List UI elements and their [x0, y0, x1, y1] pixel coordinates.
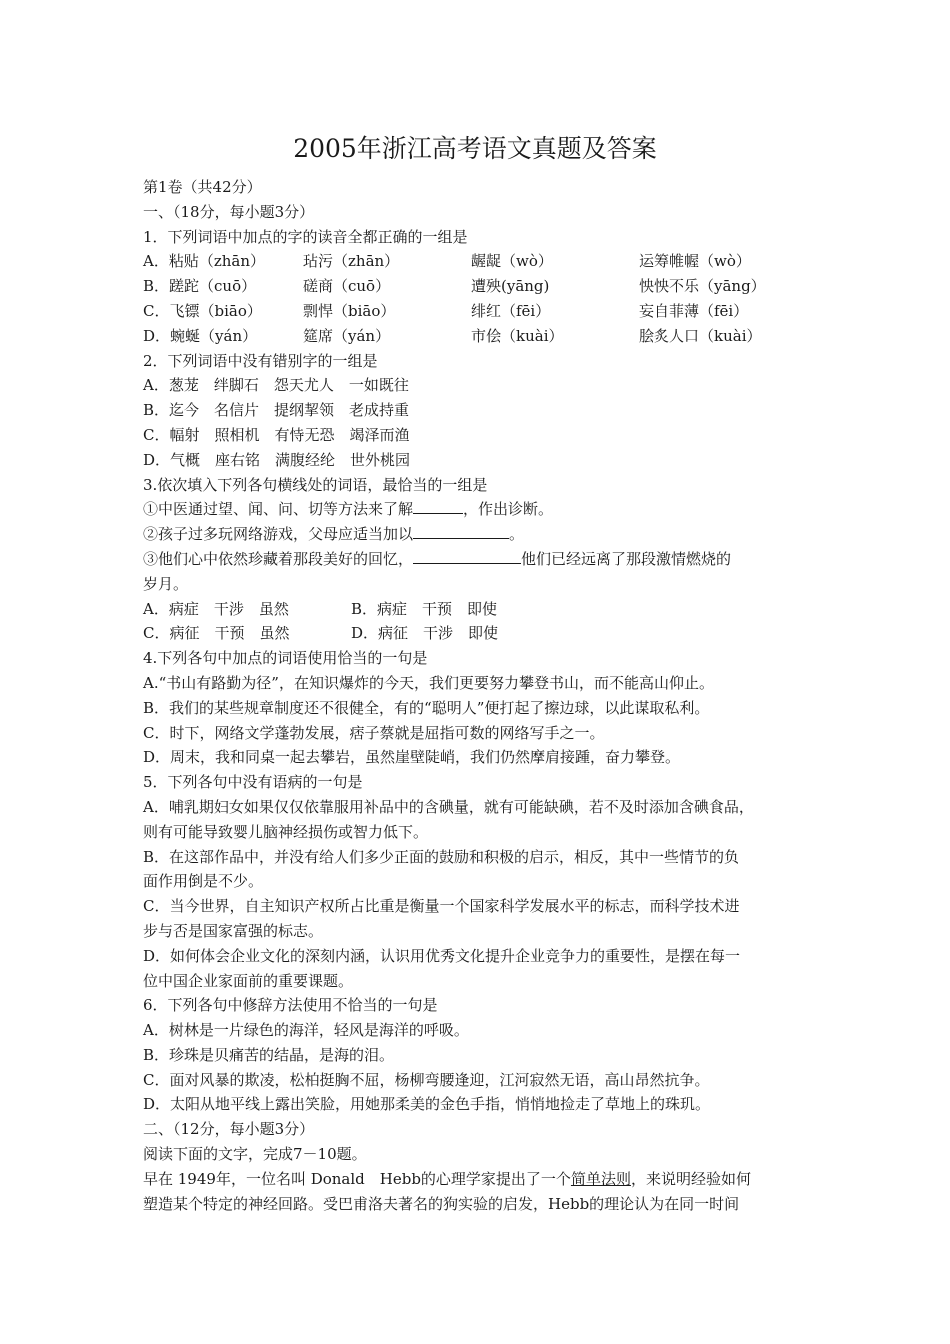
- question-4-option-b: B．我们的某些规章制度还不很健全，有的“聪明人”便打起了擦边球，以此谋取私利。: [143, 698, 710, 717]
- question-3-sentence-3-cont: 岁月。: [143, 574, 189, 593]
- option-cell: 怏怏不乐（yāng）: [639, 277, 766, 296]
- option-cell: 筵席（yán）: [303, 326, 391, 345]
- option-cell: 剽悍（biāo）: [303, 301, 396, 320]
- part-two-header: 二、（12分，每小题3分）: [143, 1120, 315, 1139]
- fill-blank: [413, 498, 463, 514]
- question-5-line: C．当今世界，自主知识产权所占比重是衡量一个国家科学发展水平的标志，而科学技术进: [143, 897, 740, 916]
- question-4-option-a: A.“书山有路勤为径”，在知识爆炸的今天，我们更要努力攀登书山，而不能高山仰止。: [143, 673, 714, 692]
- question-2-option-a: A．葱茏 绊脚石 怨天尤人 一如既往: [143, 376, 409, 395]
- option-cell: 玷污（zhān）: [303, 252, 400, 271]
- question-5-line: B．在这部作品中，并没有给人们多少正面的鼓励和积极的启示，相反，其中一些情节的负: [143, 847, 740, 866]
- option-d: D．病征 干涉 即使: [351, 624, 499, 643]
- fill-blank: [413, 523, 509, 539]
- option-cell: A．粘贴（zhān）: [143, 252, 266, 271]
- sentence-text: ②孩子过多玩网络游戏，父母应适当加以: [143, 525, 414, 544]
- option-cell: 磋商（cuō）: [303, 277, 391, 296]
- question-1-option-b: [143, 274, 823, 299]
- sentence-text: 。: [509, 525, 525, 544]
- document-body: [143, 175, 823, 1216]
- question-2-option-b: B．迄今 名信片 提纲挈领 老成持重: [143, 401, 410, 420]
- fill-blank: [413, 548, 521, 564]
- question-5-line: 位中国企业家面前的重要课题。: [143, 971, 354, 990]
- question-6-stem: 6．下列各句中修辞方法使用不恰当的一句是: [143, 996, 438, 1015]
- question-6-option-a: A．树林是一片绿色的海洋，轻风是海洋的呼吸。: [143, 1021, 469, 1040]
- sentence-text: ，作出诊断。: [463, 500, 554, 519]
- underlined-term: 简单法则: [570, 1169, 631, 1188]
- question-1-option-c: [143, 299, 823, 324]
- question-2-stem: 2．下列词语中没有错别字的一组是: [143, 351, 378, 370]
- question-3-options-cd: [143, 621, 823, 646]
- question-5-stem: 5．下列各句中没有语病的一句是: [143, 773, 363, 792]
- part-one-header: 一、（18分，每小题3分）: [143, 202, 315, 221]
- sentence-text: ③他们心中依然珍藏着那段美好的回忆，: [143, 549, 414, 568]
- question-4-stem: 4.下列各句中加点的词语使用恰当的一句是: [143, 649, 428, 668]
- question-3-sentence-3: [143, 547, 823, 572]
- question-1-option-d: [143, 324, 823, 349]
- question-5-line: D．如何体会企业文化的深刻内涵，认识用优秀文化提升企业竞争力的重要性，是摆在每一: [143, 946, 741, 965]
- question-3-sentence-2: [143, 522, 823, 547]
- sentence-text: ①中医通过望、闻、问、切等方法来了解: [143, 500, 414, 519]
- option-cell: D．蜿蜒（yán）: [143, 326, 258, 345]
- option-cell: 绯红（fēi）: [471, 301, 551, 320]
- question-5-line: 面作用倒是不少。: [143, 872, 264, 891]
- option-cell: 遭殃(yāng): [471, 277, 550, 296]
- question-4-option-d: D．周末，我和同桌一起去攀岩，虽然崖壁陡峭，我们仍然摩肩接踵，奋力攀登。: [143, 748, 681, 767]
- question-4-option-c: C．时下，网络文学蓬勃发展，痞子蔡就是屈指可数的网络写手之一。: [143, 723, 605, 742]
- option-cell: 运筹帷幄（wò）: [639, 252, 751, 271]
- reading-intro: 阅读下面的文字，完成7－10题。: [143, 1145, 367, 1164]
- question-2-option-c: C．幅射 照相机 有恃无恐 竭泽而渔: [143, 425, 410, 444]
- question-2-option-d: D．气概 座右铭 满腹经纶 世外桃园: [143, 450, 411, 469]
- question-6-option-d: D．太阳从地平线上露出笑脸，用她那柔美的金色手指，悄悄地捡走了草地上的珠玑。: [143, 1095, 711, 1114]
- question-5-line: A．哺乳期妇女如果仅仅依靠服用补品中的含碘量，就有可能缺碘，若不及时添加含碘食品，: [143, 797, 754, 816]
- passage-line-1: [143, 1167, 823, 1192]
- option-cell: 妄自菲薄（fēi）: [639, 301, 749, 320]
- question-5-line: 步与否是国家富强的标志。: [143, 921, 324, 940]
- volume-header: 第1卷（共42分）: [143, 178, 262, 196]
- question-1-stem: 1．下列词语中加点的字的读音全都正确的一组是: [143, 227, 468, 246]
- question-6-option-c: C．面对风暴的欺凌，松柏挺胸不屈，杨柳弯腰逢迎，江河寂然无语，高山昂然抗争。: [143, 1070, 710, 1089]
- option-cell: 龌龊（wò）: [471, 252, 553, 271]
- question-5-line: 则有可能导致婴儿脑神经损伤或智力低下。: [143, 822, 429, 841]
- document-title: 2005年浙江高考语文真题及答案: [293, 134, 657, 163]
- passage-text: 早在 1949年，一位名叫 Donald Hebb的心理学家提出了一个: [143, 1169, 571, 1188]
- option-cell: 市侩（kuài）: [471, 326, 564, 345]
- question-3-options-ab: [143, 597, 823, 622]
- option-cell: B．蹉跎（cuō）: [143, 277, 257, 296]
- option-a: A．病症 干涉 虽然: [143, 599, 289, 618]
- option-b: B．病症 干预 即使: [351, 599, 498, 618]
- question-6-option-b: B．珍珠是贝痛苦的结晶，是海的泪。: [143, 1045, 395, 1064]
- question-3-stem: 3.依次填入下列各句横线处的词语，最恰当的一组是: [143, 475, 488, 494]
- option-c: C．病征 干预 虽然: [143, 624, 290, 643]
- passage-text: ，来说明经验如何: [630, 1169, 751, 1188]
- option-cell: C．飞镖（biāo）: [143, 301, 262, 320]
- question-3-sentence-1: [143, 497, 823, 522]
- passage-line-2: 塑造某个特定的神经回路。受巴甫洛夫著名的狗实验的启发，Hebb的理论认为在同一时间: [143, 1194, 740, 1213]
- sentence-text: 他们已经远离了那段激情燃烧的: [521, 549, 732, 568]
- option-cell: 脍炙人口（kuài）: [639, 326, 762, 345]
- question-1-option-a: [143, 249, 823, 274]
